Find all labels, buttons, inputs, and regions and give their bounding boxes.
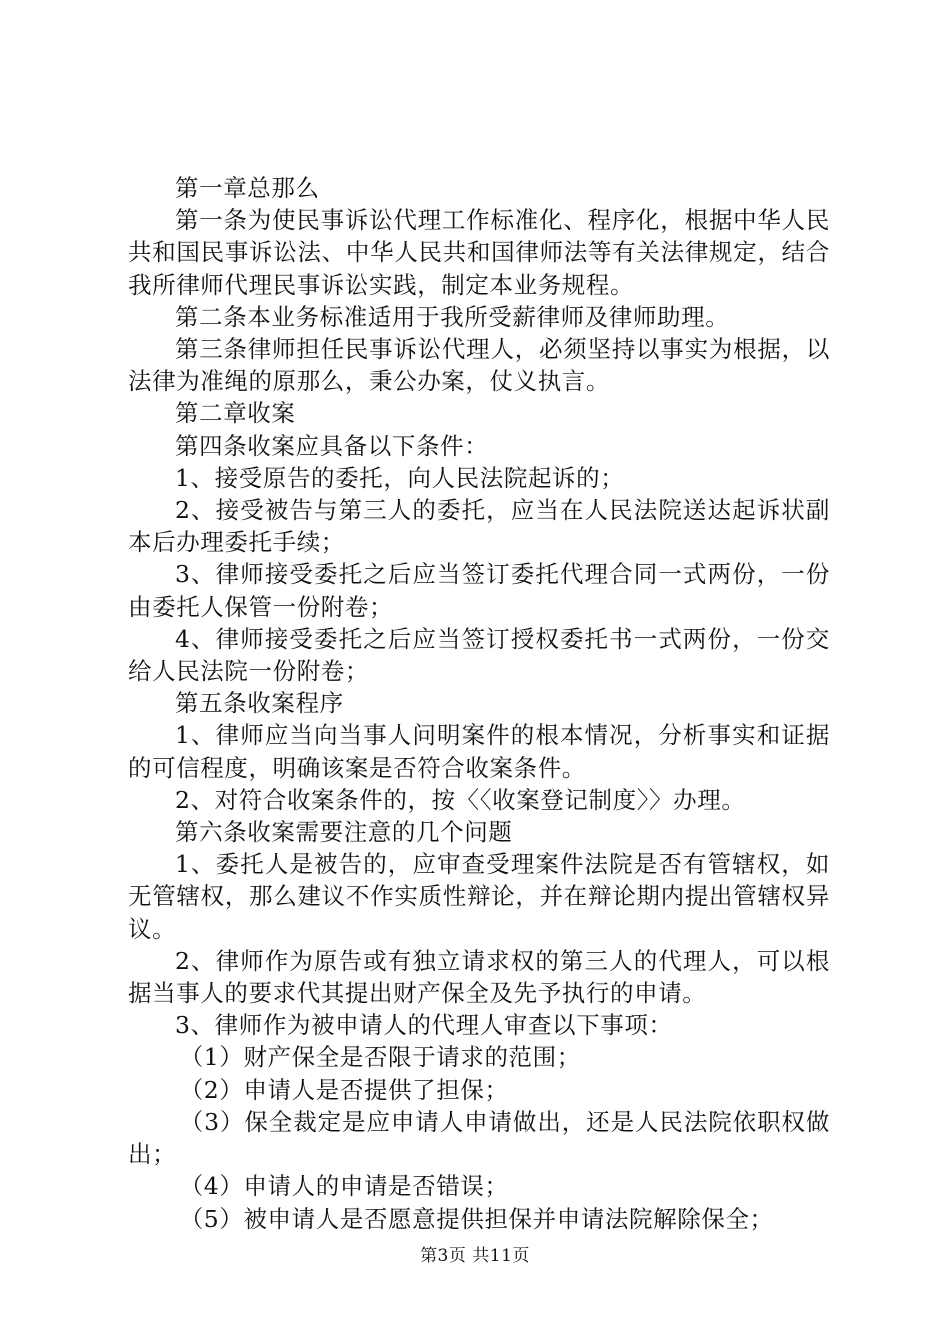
page-number-footer: 第3页 共11页 <box>420 1246 530 1266</box>
chapter-heading: 第一章总那么 <box>175 174 320 202</box>
sub-list-item: （3）保全裁定是应申请人申请做出，还是人民法院依职权做出； <box>128 1107 830 1169</box>
sub-list-item: （1）财产保全是否限于请求的范围； <box>179 1043 581 1072</box>
article-paragraph: 第二条本业务标准适用于我所受薪律师及律师助理。 <box>175 302 730 331</box>
article-paragraph: 第四条收案应具备以下条件： <box>175 431 489 460</box>
list-item: 3、律师接受委托之后应当签订委托代理合同一式两份，一份由委托人保管一份附卷； <box>128 560 830 621</box>
article-paragraph: 第六条收案需要注意的几个问题 <box>175 818 513 847</box>
list-item: 4、律师接受委托之后应当签订授权委托书一式两份，一份交给人民法院一份附卷； <box>128 624 830 686</box>
list-item: 1、委托人是被告的，应审查受理案件法院是否有管辖权，如无管辖权，那么建议不作实质性辩论，并在辩论期内提出管辖权异议。 <box>128 850 830 943</box>
list-item: 1、接受原告的委托，向人民法院起诉的； <box>175 463 625 492</box>
article-paragraph: 第五条收案程序 <box>175 689 344 718</box>
article-paragraph: 第三条律师担任民事诉讼代理人，必须坚持以事实为根据，以法律为准绳的原那么，秉公办案，仗义执言。 <box>128 335 830 396</box>
list-item: 3、律师作为被申请人的代理人审查以下事项： <box>175 1011 673 1040</box>
list-item: 1、律师应当向当事人问明案件的根本情况，分析事实和证据的可信程度，明确该案是否符合收案条件。 <box>128 721 830 782</box>
sub-list-item: （4）申请人的申请是否错误； <box>179 1172 509 1201</box>
chapter-heading: 第二章收案 <box>175 399 296 428</box>
document-body <box>128 172 830 1235</box>
list-item: 2、律师作为原告或有独立请求权的第三人的代理人，可以根据当事人的要求代其提出财产保全及先予执行的申请。 <box>128 946 830 1008</box>
list-item: 2、对符合收案条件的，按〈〈收案登记制度〉〉办理。 <box>175 785 746 814</box>
sub-list-item: （2）申请人是否提供了担保； <box>179 1075 509 1104</box>
sub-list-item: （5）被申请人是否愿意提供担保并申请法院解除保全； <box>179 1204 774 1233</box>
article-paragraph: 第一条为使民事诉讼代理工作标准化、程序化，根据中华人民共和国民事诉讼法、中华人民共和国律师法等有关法律规定，结合我所律师代理民事诉讼实践，制定本业务规程。 <box>128 206 830 299</box>
list-item: 2、接受被告与第三人的委托，应当在人民法院送达起诉状副本后办理委托手续； <box>128 496 830 557</box>
